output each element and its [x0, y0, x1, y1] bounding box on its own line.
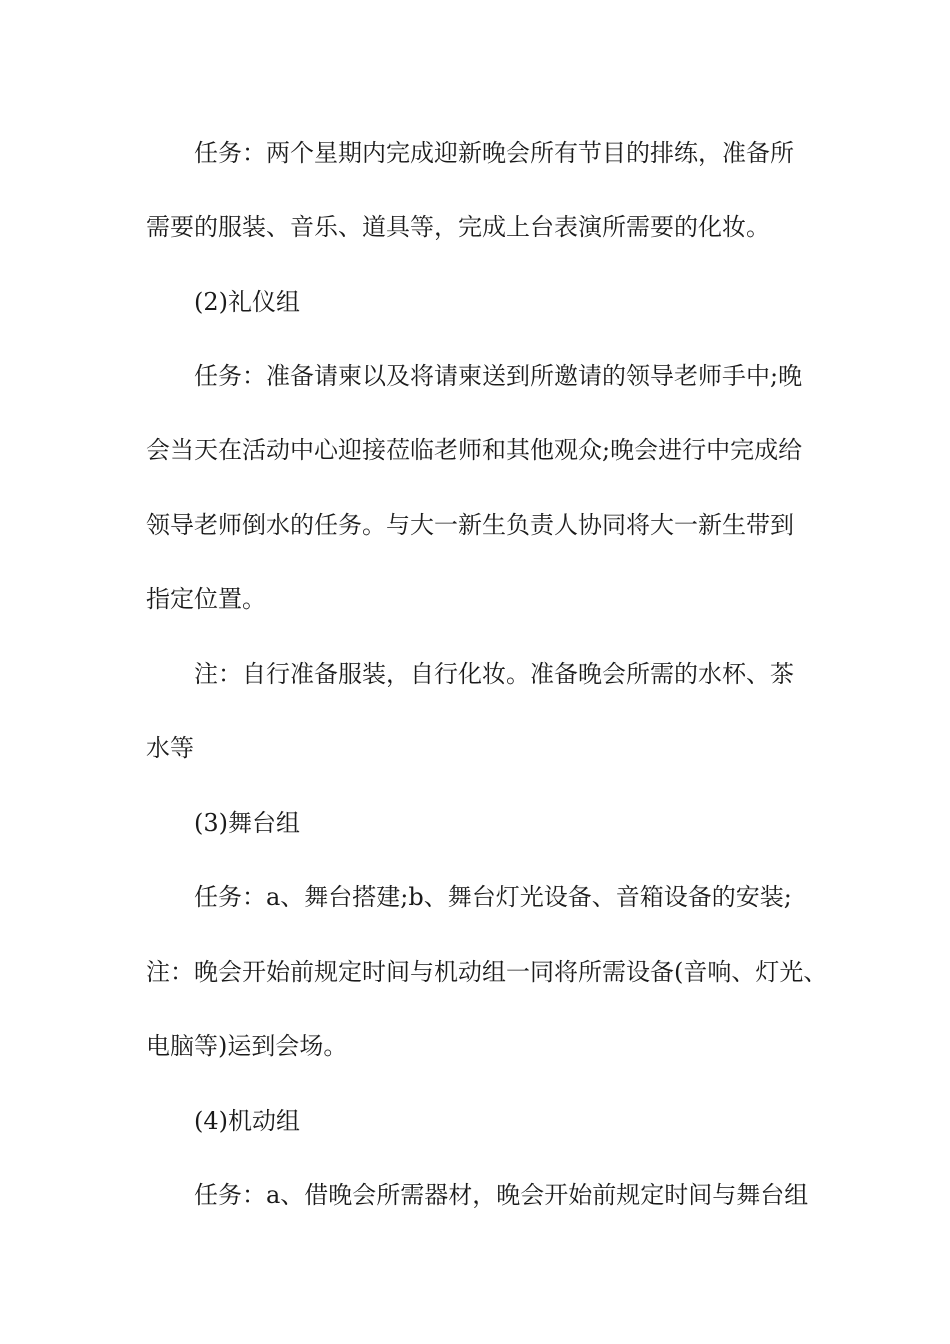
section-heading: (2)礼仪组 — [194, 288, 300, 316]
text-line: 电脑等)运到会场。 — [146, 1032, 348, 1060]
text-line: 注：自行准备服装，自行化妆。准备晚会所需的水杯、茶 — [194, 660, 794, 688]
text-line: 会当天在活动中心迎接莅临老师和其他观众;晚会进行中完成给 — [146, 436, 803, 464]
section-heading: (4)机动组 — [194, 1107, 300, 1135]
text-line: 指定位置。 — [146, 585, 266, 613]
text-line: 需要的服装、音乐、道具等，完成上台表演所需要的化妆。 — [146, 213, 770, 241]
text-line: 领导老师倒水的任务。与大一新生负责人协同将大一新生带到 — [146, 511, 794, 539]
text-line: 任务：两个星期内完成迎新晚会所有节目的排练，准备所 — [194, 139, 794, 167]
text-line: 水等 — [146, 734, 194, 762]
text-line: 任务：a、借晚会所需器材，晚会开始前规定时间与舞台组 — [194, 1181, 809, 1209]
section-heading: (3)舞台组 — [194, 809, 300, 837]
text-line: 注：晚会开始前规定时间与机动组一同将所需设备(音响、灯光、 — [146, 958, 828, 986]
text-line: 任务：a、舞台搭建;b、舞台灯光设备、音箱设备的安装; — [194, 883, 792, 911]
text-line: 任务：准备请柬以及将请柬送到所邀请的领导老师手中;晚 — [194, 362, 803, 390]
